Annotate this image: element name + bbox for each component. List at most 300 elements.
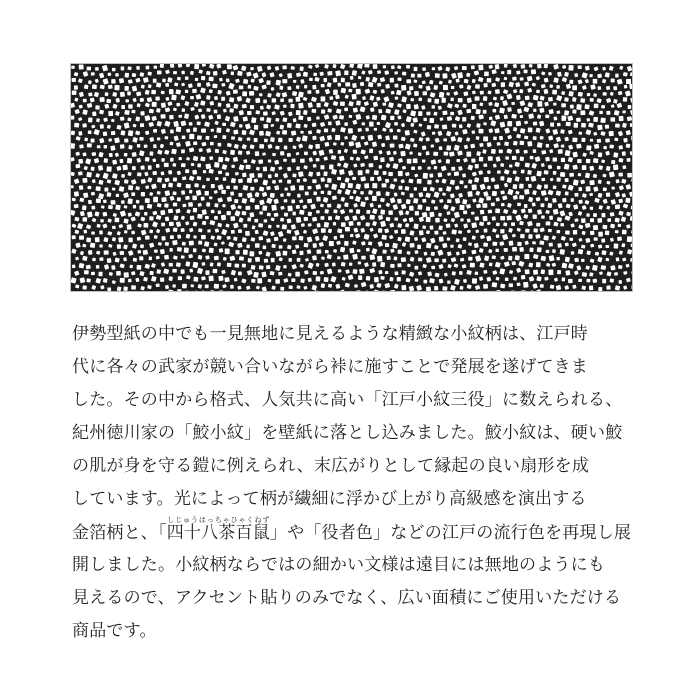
pattern-dot [561,103,566,107]
description-line: 伊勢型紙の中でも一見無地に見えるような精緻な小紋柄は、江戸時 [72,324,588,344]
pattern-dot [83,193,88,198]
pattern-dot [165,242,169,246]
pattern-dot [205,163,211,169]
pattern-dot [91,231,95,235]
pattern-dot [483,216,488,222]
pattern-dot [324,142,329,147]
pattern-dot [140,244,144,248]
pattern-dot [338,150,341,154]
pattern-dot [135,186,140,190]
pattern-dot [580,110,585,115]
pattern-dot [213,71,218,76]
pattern-dot [484,228,488,232]
pattern-dot [254,125,259,130]
pattern-dot [390,264,395,268]
pattern-dot [401,285,406,290]
pattern-dot [495,89,500,94]
pattern-dot [349,115,353,118]
pattern-dot [524,70,528,74]
pattern-dot [250,105,254,109]
pattern-dot [359,269,365,274]
pattern-dot [329,149,334,154]
pattern-dot [380,276,384,280]
pattern-dot [154,66,158,69]
pattern-dot [426,151,430,155]
pattern-dot [484,177,489,183]
pattern-dot [451,167,455,171]
pattern-dot [618,224,622,227]
pattern-dot [397,263,401,267]
pattern-dot [544,64,549,68]
pattern-dot [595,252,599,256]
pattern-dot [128,145,132,150]
pattern-dot [109,153,113,157]
pattern-dot [621,243,625,247]
pattern-dot [372,262,376,267]
pattern-dot [593,93,597,97]
pattern-dot [173,203,177,207]
pattern-dot [426,230,430,234]
pattern-dot [589,180,594,185]
pattern-dot [464,79,469,84]
pattern-dot [627,116,632,121]
pattern-dot [91,72,95,76]
pattern-dot [600,118,605,123]
pattern-dot [474,216,479,220]
pattern-dot [335,135,340,141]
pattern-dot [400,151,405,157]
pattern-dot [255,230,259,234]
pattern-dot [380,209,385,214]
pattern-dot [581,138,585,142]
pattern-dot [157,70,162,74]
pattern-dot [388,210,392,214]
pattern-dot [427,180,432,185]
pattern-dot [413,143,417,147]
pattern-dot [313,271,317,275]
pattern-dot [121,66,125,70]
pattern-dot [414,266,418,270]
pattern-dot [417,179,422,184]
pattern-dot [447,199,451,203]
pattern-dot [368,82,373,87]
pattern-dot [414,104,419,109]
pattern-dot [508,256,512,261]
pattern-dot [478,170,483,175]
pattern-dot [217,262,221,266]
pattern-dot [312,136,316,140]
pattern-dot [464,185,467,188]
pattern-dot [349,262,353,266]
pattern-dot [468,257,473,261]
pattern-dot [316,276,321,281]
pattern-dot [161,102,166,107]
pattern-dot [548,229,552,232]
pattern-dot [622,151,626,155]
pattern-dot [91,206,95,210]
pattern-dot [177,197,181,201]
pattern-dot [487,78,492,83]
pattern-dot [479,102,483,106]
pattern-dot [324,209,329,214]
pattern-dot [618,145,623,150]
pattern-dot [544,184,548,188]
pattern-dot [247,217,251,221]
pattern-dot [217,114,221,119]
pattern-dot [149,271,153,275]
pattern-dot [446,223,451,228]
pattern-dot [576,144,582,149]
pattern-dot [218,157,223,163]
pattern-dot [603,187,607,191]
pattern-dot [376,191,381,196]
pattern-dot [242,130,247,135]
pattern-dot [476,123,480,128]
pattern-dot [296,217,302,223]
pattern-dot [574,123,579,128]
pattern-dot [528,127,533,132]
pattern-dot [483,96,488,101]
pattern-dot [476,136,480,140]
pattern-dot [521,64,526,69]
pattern-dot [422,80,426,84]
pattern-dot [74,123,79,128]
pattern-dot [107,287,111,291]
pattern-dot [553,103,557,106]
pattern-dot [104,250,109,254]
pattern-dot [509,241,514,246]
pattern-dot [405,237,410,242]
pattern-dot [442,73,447,78]
pattern-dot [586,279,590,283]
pattern-dot [628,105,632,109]
pattern-dot [243,250,248,255]
pattern-dot [525,177,529,181]
pattern-dot [475,271,479,275]
pattern-dot [544,170,549,174]
pattern-dot [107,258,112,263]
pattern-dot [297,194,300,198]
pattern-dot [537,114,541,118]
pattern-dot [179,157,182,160]
pattern-dot [300,131,304,134]
pattern-dot [517,203,521,207]
pattern-dot [447,280,450,283]
pattern-dot [206,71,211,75]
pattern-dot [169,263,173,267]
pattern-dot [397,129,401,132]
pattern-dot [512,247,517,252]
pattern-dot [360,82,364,86]
pattern-dot [114,137,120,143]
pattern-dot [156,108,161,113]
pattern-dot [500,96,504,100]
pattern-dot [401,270,405,274]
pattern-dot [340,234,344,238]
pattern-dot [357,222,361,226]
pattern-dot [91,192,95,196]
pattern-dot [597,86,601,90]
pattern-dot [137,265,142,270]
pattern-dot [234,199,238,203]
pattern-dot [192,196,197,201]
pattern-dot [457,72,463,78]
pattern-dot [71,66,75,69]
pattern-dot [605,72,610,77]
pattern-dot [119,78,124,83]
pattern-dot [435,73,440,78]
pattern-dot [594,237,598,240]
pattern-dot [344,202,348,207]
pattern-dot [169,222,174,226]
pattern-dot [617,236,622,241]
pattern-dot [299,210,304,215]
pattern-dot [99,230,103,234]
pattern-dot [574,193,578,197]
pattern-dot [287,180,291,184]
pattern-dot [84,270,89,274]
pattern-dot [103,131,108,136]
pattern-dot [495,64,500,69]
pattern-dot [519,221,524,225]
pattern-dot [545,114,549,118]
pattern-dot [264,139,268,143]
pattern-dot [298,115,303,120]
pattern-dot [271,244,275,248]
pattern-dot [307,117,312,122]
pattern-dot [242,173,247,178]
pattern-dot [413,158,418,163]
pattern-dot [202,262,206,266]
pattern-dot [576,104,581,110]
pattern-dot [446,159,450,164]
pattern-dot [540,284,544,288]
pattern-dot [222,204,226,208]
pattern-dot [282,224,287,229]
pattern-dot [182,136,186,140]
pattern-dot [296,166,300,170]
pattern-dot [224,277,229,282]
pattern-dot [483,284,488,289]
pattern-dot [87,186,91,189]
pattern-dot [488,156,493,161]
pattern-dot [173,227,178,232]
pattern-dot [519,89,523,93]
pattern-dot [234,278,238,282]
pattern-dot [565,257,570,263]
pattern-dot [491,149,496,154]
pattern-dot [398,171,403,176]
pattern-dot [298,171,304,177]
pattern-dot [87,67,91,71]
pattern-dot [565,191,569,195]
pattern-dot [127,91,131,95]
pattern-dot [378,109,382,113]
pattern-dot [260,117,264,121]
pattern-dot [237,71,243,76]
pattern-dot [178,276,182,280]
pattern-dot [248,85,252,89]
pattern-dot [82,217,87,222]
pattern-dot [266,238,271,242]
pattern-dot [116,194,119,197]
pattern-dot [459,205,464,210]
pattern-dot [402,72,406,76]
pattern-dot [459,271,463,275]
pattern-dot [483,163,487,167]
pattern-dot [104,187,108,191]
pattern-dot [162,78,166,82]
pattern-dot [446,145,451,150]
pattern-dot [162,184,166,189]
pattern-dot [327,71,332,76]
pattern-dot [393,256,397,260]
pattern-dot [571,198,574,202]
pattern-dot [156,164,160,168]
pattern-dot [611,78,615,82]
pattern-dot [533,136,537,140]
pattern-dot [439,199,443,203]
pattern-dot [459,85,463,89]
pattern-dot [442,286,447,291]
pattern-dot [382,103,386,106]
pattern-dot [472,79,476,83]
pattern-dot [263,124,268,128]
pattern-dot [627,236,632,242]
pattern-dot [544,197,548,201]
pattern-dot [136,66,140,70]
pattern-dot [615,204,620,209]
description-line: 紀州徳川家の「鮫小紋」を壁紙に落とし込みました。鮫小紋は、硬い鮫 [72,423,623,443]
pattern-dot [476,109,481,114]
pattern-dot [594,104,599,108]
pattern-dot [239,256,244,260]
pattern-dot [576,117,581,122]
pattern-dot [426,257,432,263]
pattern-dot [304,217,308,221]
pattern-dot [211,184,215,188]
pattern-dot [590,98,594,102]
pattern-dot [245,231,250,236]
pattern-dot [374,277,379,283]
pattern-dot [401,229,406,234]
pattern-dot [350,76,354,80]
pattern-dot [500,216,505,220]
pattern-dot [282,251,287,256]
pattern-dot [145,131,149,135]
pattern-dot [115,258,120,263]
pattern-dot [128,104,132,108]
pattern-dot [426,243,432,249]
pattern-dot [145,198,150,203]
pattern-dot [434,124,439,129]
pattern-dot [424,252,428,256]
pattern-dot [512,156,517,160]
pattern-dot [616,257,620,261]
pattern-dot [383,65,386,68]
pattern-dot [382,183,387,187]
pattern-dot [422,146,426,150]
pattern-dot [223,177,227,181]
pattern-dot [525,269,530,274]
pattern-dot [501,71,504,74]
pattern-dot [598,287,602,291]
pattern-dot [533,228,538,232]
pattern-dot [227,236,231,240]
pattern-dot [390,116,394,120]
pattern-dot [411,166,415,170]
pattern-dot [189,134,194,139]
pattern-dot [115,205,121,211]
pattern-dot [368,135,374,141]
pattern-dot [127,158,132,164]
pattern-dot [198,109,202,113]
pattern-dot [327,178,331,183]
pattern-dot [323,78,327,82]
pattern-dot [593,158,599,163]
pattern-dot [320,72,324,76]
pattern-dot [291,130,297,135]
pattern-dot [618,199,623,203]
pattern-dot [529,247,533,252]
pattern-dot [553,157,557,161]
pattern-dot [525,96,530,101]
pattern-dot [124,138,128,142]
pattern-dot [348,89,352,93]
pattern-dot [406,65,410,69]
pattern-dot [259,265,264,270]
pattern-dot [515,149,519,154]
pattern-dot [207,229,210,232]
pattern-dot [586,145,591,150]
pattern-dot [552,249,556,253]
pattern-dot [278,138,282,142]
pattern-dot [438,188,442,192]
pattern-dot [313,73,317,77]
pattern-dot [140,165,144,169]
pattern-dot [161,91,165,95]
pattern-dot [369,284,373,289]
pattern-dot [164,136,168,139]
pattern-dot [86,278,91,282]
pattern-dot [112,226,116,229]
pattern-dot [139,256,143,260]
pattern-dot [282,130,287,135]
pattern-dot [598,232,603,237]
pattern-dot [406,79,411,83]
pattern-dot [205,270,209,275]
pattern-dot [112,68,116,72]
pattern-dot [513,141,518,146]
pattern-dot [507,107,512,112]
pattern-dot [251,279,256,283]
pattern-dot [104,145,108,149]
pattern-dot [221,190,226,194]
pattern-dot [181,255,185,258]
pattern-dot [168,183,173,188]
pattern-dot [401,257,406,262]
pattern-dot [297,179,300,183]
pattern-dot [88,117,93,122]
pattern-dot [394,230,398,234]
pattern-dot [584,104,589,109]
pattern-dot [161,158,165,162]
pattern-dot [561,158,565,162]
pattern-dot [569,173,574,177]
pattern-dot [304,151,308,155]
pattern-dot [390,143,395,147]
pattern-dot [251,117,257,123]
